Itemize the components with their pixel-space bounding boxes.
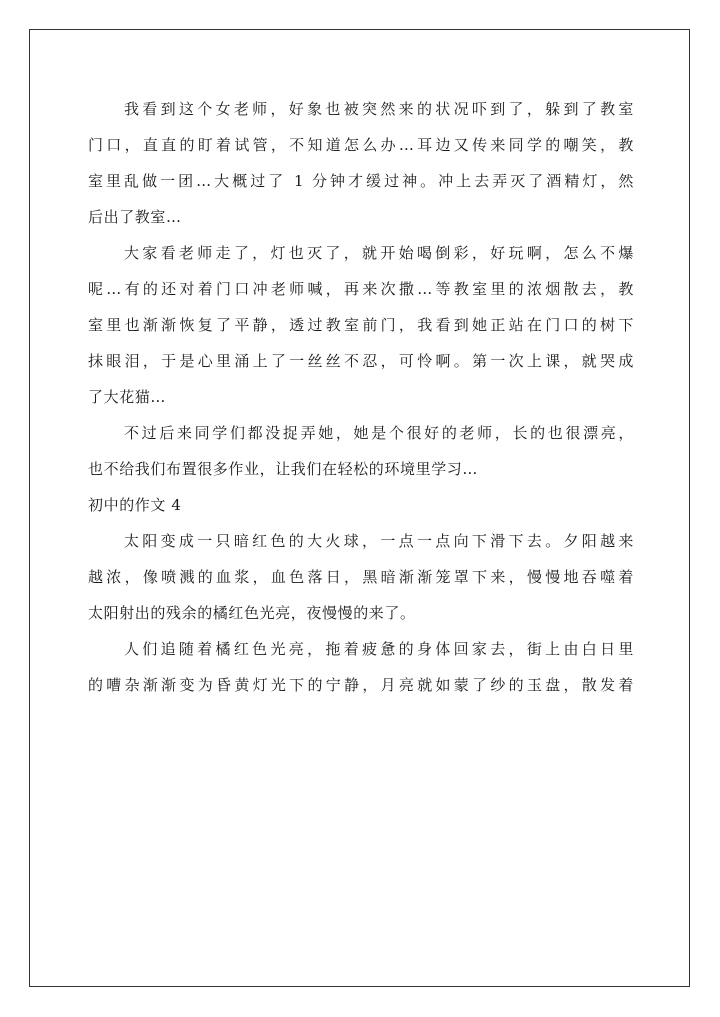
paragraph xyxy=(88,235,634,415)
text-line: 我看到这个女老师，好象也被突然来的状况吓到了，躲到了教室 xyxy=(124,100,634,118)
paragraph xyxy=(88,523,634,631)
text-line: 室里也渐渐恢复了平静，透过教室前门，我看到她正站在门口的树下 xyxy=(88,316,634,334)
text-line: 室里乱做一团…大概过了 1 分钟才缓过神。冲上去弄灭了酒精灯，然 xyxy=(88,172,634,190)
text-line: 越浓，像喷溅的血浆，血色落日，黑暗渐渐笼罩下来，慢慢地吞噬着 xyxy=(88,568,634,586)
document-body xyxy=(88,91,634,703)
text-line: 也不给我们布置很多作业，让我们在轻松的环境里学习… xyxy=(88,460,479,478)
paragraph xyxy=(88,415,634,487)
text-line: 的嘈杂渐渐变为昏黄灯光下的宁静，月亮就如蒙了纱的玉盘，散发着 xyxy=(88,676,634,694)
text-line: 抹眼泪，于是心里涌上了一丝丝不忍，可怜啊。第一次上课，就哭成 xyxy=(88,352,634,370)
text-line: 后出了教室… xyxy=(88,208,182,226)
text-line: 了大花猫… xyxy=(88,388,167,406)
text-line: 人们追随着橘红色光亮，拖着疲惫的身体回家去，街上由白日里 xyxy=(124,640,634,658)
paragraph xyxy=(88,91,634,235)
text-line: 大家看老师走了，灯也灭了，就开始喝倒彩，好玩啊，怎么不爆 xyxy=(124,244,634,262)
text-line: 呢…有的还对着门口冲老师喊，再来次撒…等教室里的浓烟散去，教 xyxy=(88,280,634,298)
paragraph xyxy=(88,631,634,703)
section-heading: 初中的作文 4 xyxy=(88,496,182,514)
text-line: 太阳射出的残余的橘红色光亮，夜慢慢的来了。 xyxy=(88,604,416,622)
text-line: 门口，直直的盯着试管，不知道怎么办…耳边又传来同学的嘲笑，教 xyxy=(88,136,634,154)
text-line: 不过后来同学们都没捉弄她，她是个很好的老师，长的也很漂亮， xyxy=(124,424,634,442)
text-line: 太阳变成一只暗红色的大火球，一点一点向下滑下去。夕阳越来 xyxy=(124,532,634,550)
